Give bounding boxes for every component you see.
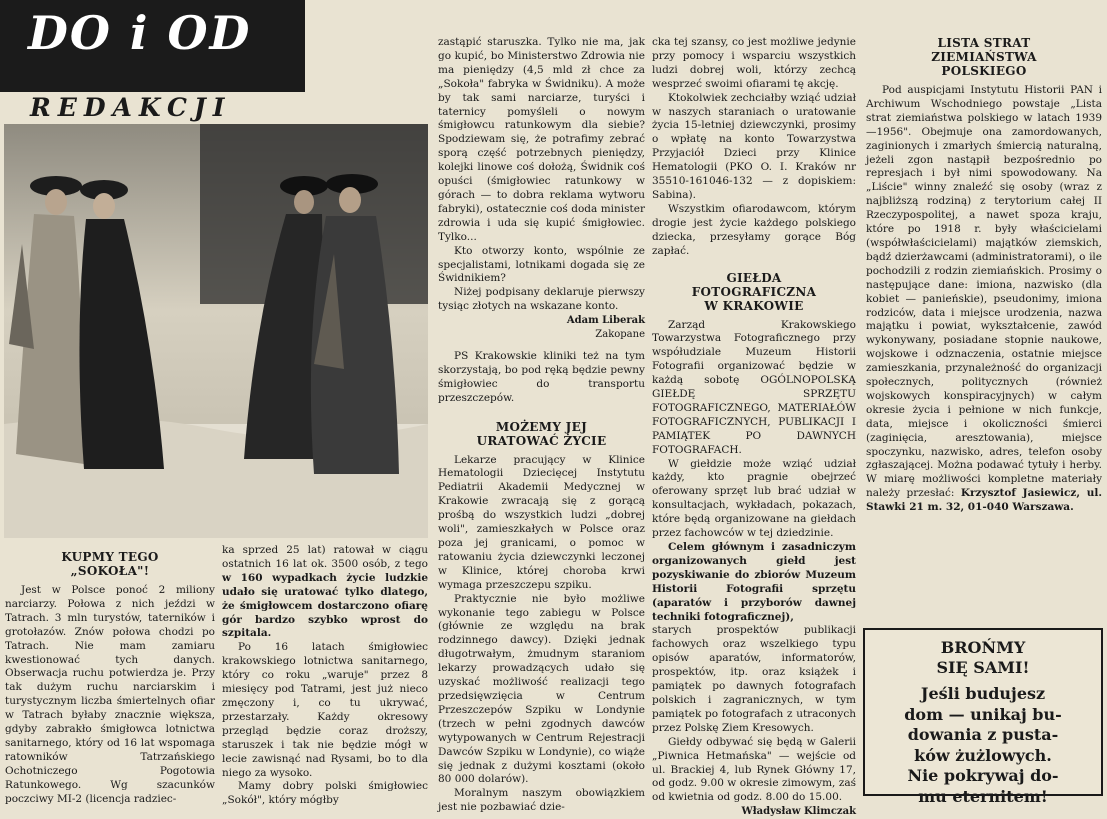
article-kupmy-signature: Adam Liberak	[566, 315, 645, 327]
article-mozemy-para: Moralnym naszym obowiązkiem jest nie pozbawiać dzie-	[438, 787, 645, 814]
notice-box	[863, 628, 1103, 806]
article-kupmy-title: KUPMY TEGO „SOKOŁA"!	[61, 550, 159, 578]
article-mozemy-para: cka tej szansy, co jest możliwe jedynie przy pomocy i wsparciu wszystkich ludzi dobrej woli, którzy zechcą wesprzeć swoimi ofiarami tę akcję.	[652, 36, 856, 90]
article-gielda-para: Giełdy odbywać się będą w Galerii „Piwnica Hetmańska" — wejście od ul. Brackiej 4, lub Rynek Główny 17, od godz. 9.00 w okresie zimowym, zaś od kwietnia od godz. 8.00 do 15.00.	[652, 735, 856, 804]
illustration-photo	[4, 124, 428, 538]
masthead-block	[0, 0, 305, 92]
notice-box-body: Jeśli budujesz dom — unikaj bu- dowania z pusta- ków żużlowych. Nie pokrywaj do- mu eternitem!	[904, 684, 1062, 806]
article-kupmy-col2	[222, 544, 428, 808]
article-kupmy-col3	[438, 36, 645, 815]
article-kupmy-para: Niżej podpisany deklaruje pierwszy tysiąc złotych na wskazane konto.	[438, 286, 645, 313]
article-kupmy-para: Mamy dobry polski śmigłowiec „Sokół", który mógłby	[222, 780, 428, 807]
article-kupmy-para: Kto otworzy konto, wspólnie ze specjalistami, lotnikami dogada się ze Świdnikiem?	[438, 244, 645, 285]
article-gielda-para: W giełdzie może wziąć udział każdy, kto pragnie obejrzeć oferowany sprzęt lub brać udział w konsultacjach, wykładach, pokazach, które będą organizowane na giełdach przez fachowców w tej dziedzinie.	[652, 457, 856, 540]
article-lista-para: Pod auspicjami Instytutu Historii PAN i Archiwum Wschodniego powstaje „Lista strat ziemiaństwa polskiego w latach 1939—1956". Obejmuje ona zamordowanych, zaginionych i zmarłych śmiercią naturalną, jeżeli zgon nastąpił bezpośrednio po represjach i był nimi spowodowany. Na „Liście" winny znaleźć się osoby (wraz z najbliższą rodziną) z terytorium całej II Rzeczypospolitej, a nawet spoza kraju, które po 1918 r. były właścicielami (współwłaścicielami) majątków ziemskich, bądź dzierżawcami (administratorami), o ile pochodzili z rodzin ziemiańskich. Prosimy o następujące dane: imiona, nazwisko (dla kobiet — panieńskie), pseudonimy, imiona rodziców, data i miejsce urodzenia, nazwa majątku i powiat, wykształcenie, zawód wykonywany, posiadane stopnie naukowe, wojskowe i odznaczenia, ostatnie miejsce zamieszkania, przynależność do organizacji społecznych, politycznych (również wojskowych konspiracyjnych) w całym okresie życia i pełnione w nich funkcje, data, miejsce i okoliczności śmierci (zaginięcia, aresztowania), miejsce spoczynku, nazwisko, adres, telefon osoby zgłaszającej. Można podawać tytuły i herby. W miarę możliwości kompletne materiały należy przesłać: Krzysztof Jasiewicz, ul. Stawki 21 m. 32, 01-040 Warszawa.	[866, 84, 1103, 514]
article-lista-title: LISTA STRAT ZIEMIAŃSTWA POLSKIEGO	[931, 36, 1037, 78]
article-gielda-col4	[652, 36, 856, 819]
article-mozemy-para: Praktycznie nie było możliwe wykonanie tego zabiegu w Polsce (głównie ze względu na brak rodzinnego dawcy). Dzięki jednak długotrwałym, żmudnym staraniom lekarzy prowadzących udało się uzyskać możliwość realizacji tego przedsięwzięcia w Centrum Przeszczepów Szpiku w Londynie (trzech w pełni zgodnych dawców wytypowanych w Centrum Rejestracji Dawców Szpiku w Londynie), co wiąże się jednak z dużymi kosztami (około 80 000 dolarów).	[438, 592, 645, 786]
article-mozemy-para: Wszystkim ofiarodawcom, którym drogie jest życie każdego polskiego dziecka, przesyłamy gorące Bóg zapłać.	[652, 202, 856, 257]
article-gielda-para: starych prospektów publikacji fachowych oraz wszelkiego typu opisów aparatów, informatorów, prospektów, itp. oraz książek i pamiątek po dawnych fotografach polskich i zagranicznych, w tym pamiątek po fotografach z utraconych przez Polskę Ziem Kresowych.	[652, 624, 856, 734]
article-mozemy-para: Ktokolwiek zechciałby wziąć udział w naszych staraniach o uratowanie życia 15-letniej dziewczynki, prosimy o wpłatę na konto Towarzystwa Przyjaciół Dzieci przy Klinice Hematologii (PKO O. I. Kraków nr 35510-161046-132 — z dopiskiem: Sabina).	[652, 91, 856, 201]
notice-box-title: BROŃMY SIĘ SAMI!	[936, 638, 1030, 677]
article-kupmy-ps: PS Krakowskie kliniki też na tym skorzystają, bo pod ręką będzie pewny śmigłowiec do transportu przeszczepów.	[438, 349, 645, 404]
article-kupmy-para: ka sprzed 25 lat) ratował w ciągu ostatnich 16 lat ok. 3500 osób, z tego w 160 wypadkach życie ludzkie udało się uratować tylko dlatego, że śmigłowcem dostarczono ofiarę gór bardzo szybko wprost do szpitala.	[222, 544, 428, 640]
masthead-subtitle: REDAKCJI	[30, 93, 232, 122]
article-mozemy-title: MOŻEMY JEJ URATOWAĆ ŻYCIE	[476, 419, 607, 448]
article-kupmy-signature-place: Zakopane	[595, 329, 645, 341]
article-gielda-signature: Władysław Klimczak	[741, 806, 856, 818]
article-mozemy-para: Lekarze pracujący w Klinice Hematologii Dziecięcej Instytutu Pediatrii Akademii Medycznej w Krakowie zwracają się z gorącą prośbą do wszystkich ludzi „dobrej woli", zamieszkałych w Polsce oraz poza jej granicami, o pomoc w ratowaniu życia dziewczynki leczonej w Klinice, której choroba krwi wymaga przeszczepu szpiku.	[438, 453, 645, 591]
article-lista-col5	[866, 36, 1102, 515]
article-gielda-para: Zarząd Krakowskiego Towarzystwa Fotograficznego przy współudziale Muzeum Historii Fotografii organizować będzie w każdą sobotę OGÓLNOPOLSKĄ GIEŁDĘ SPRZĘTU FOTOGRAFICZNEGO, MATERIAŁÓW FOTOGRAFICZNYCH, PUBLIKACJI I PAMIĄTEK PO DAWNYCH FOTOGRAFACH.	[652, 318, 856, 456]
article-gielda-bold-para: Celem głównym i zasadniczym organizowanych giełd jest pozyskiwanie do zbiorów Muzeum Historii Fotografii sprzętu (aparatów i przyborów dawnej techniki fotograficznej),	[652, 541, 856, 623]
article-gielda-title: GIEŁDA FOTOGRAFICZNA W KRAKOWIE	[691, 270, 817, 313]
article-kupmy-col1	[5, 544, 215, 807]
women-in-snow-illustration	[4, 124, 428, 538]
article-kupmy-para: Po 16 latach śmigłowiec krakowskiego lotnictwa sanitarnego, który co roku „waruje" przez 8 miesięcy pod Tatrami, jest już nieco zmęczony i, co tu ukrywać, przestarzały. Każdy okresowy przegląd będzie coraz droższy, staruszek i tak nie będzie mógł w lecie zawisnąć nad Rysami, bo to dla niego za wysoko.	[222, 641, 428, 779]
masthead-title: DO i OD	[28, 6, 252, 60]
article-kupmy-para: Jest w Polsce ponoć 2 miliony narciarzy. Połowa z nich jeździ w Tatrach. 3 mln turystów, taterników i grotołazów. Znów połowa chodzi po Tatrach. Nie mam zamiaru kwestionować tych danych. Obserwacja ruchu potwierdza je. Przy tak dużym ruchu narciarskim i turystycznym liczba śmiertelnych ofiar w Tatrach byłaby znacznie większa, gdyby zabrakło śmigłowca lotnictwa sanitarnego, który od 16 lat wspomaga ratowników Tatrzańskiego Ochotniczego Pogotowia Ratunkowego. Wg szacunków poczciwy MI-2 (licencja radziec-	[5, 584, 215, 805]
article-kupmy-para: zastąpić staruszka. Tylko nie ma, jak go kupić, bo Ministerstwo Zdrowia nie ma pieniędzy (4,5 mld zł chce za „Sokoła" fabryka w Świdniku). A może by tak sami narciarze, turyści i taternicy pomyśleli o nowym śmigłowcu ratunkowym dla siebie? Spodziewam się, że potrafimy zebrać sporą część potrzebnych pieniędzy, kolejki linowe coś dołożą, Świdnik coś opuści (śmigłowiec ratunkowy w górach — to dobra reklama wytworu fabryki), ostatecznie coś doda minister zdrowia i uda się kupić śmigłowiec. Tylko...	[438, 36, 645, 243]
